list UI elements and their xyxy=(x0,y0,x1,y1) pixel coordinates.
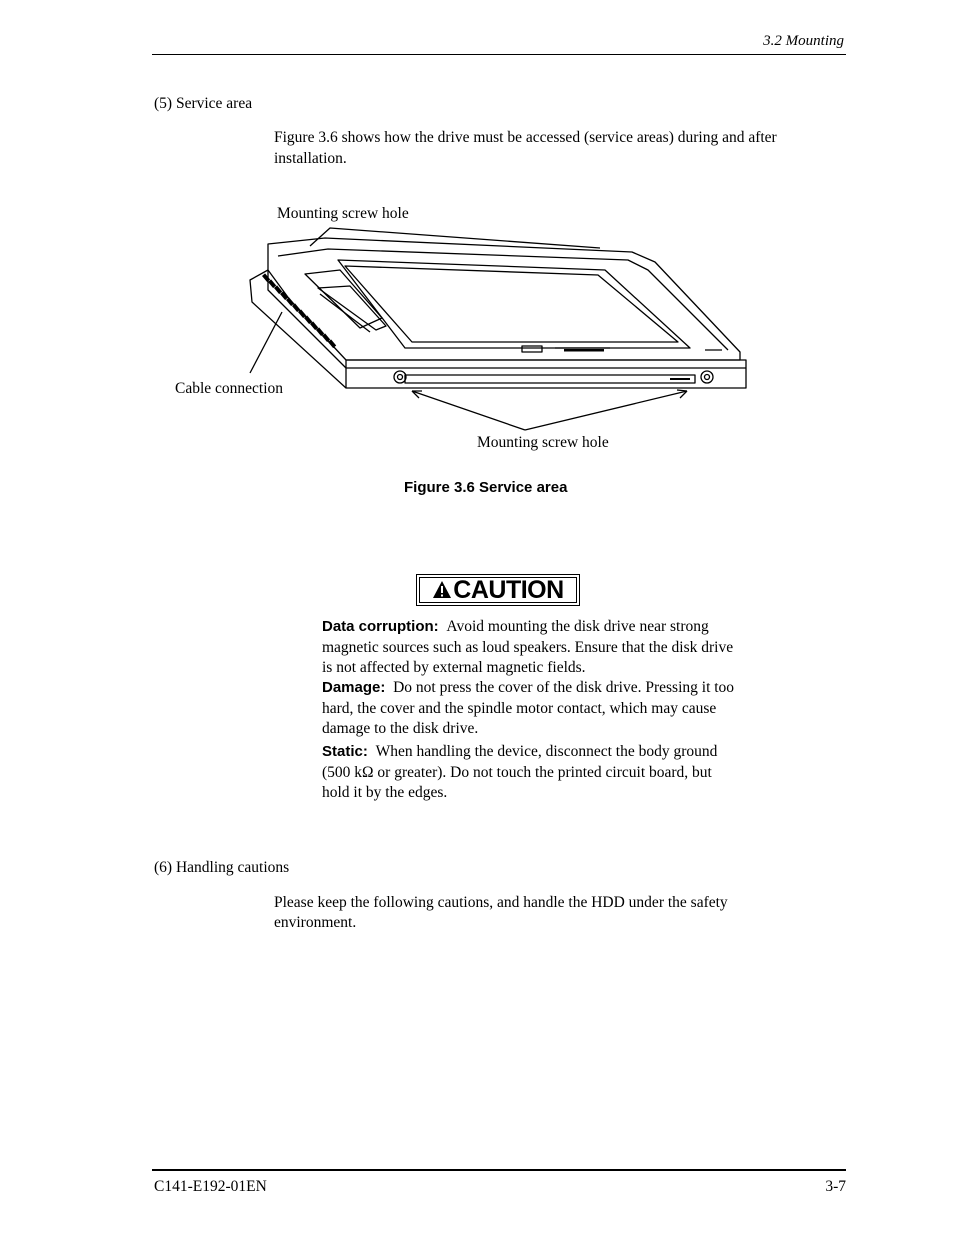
label-mounting-screw-hole-top: Mounting screw hole xyxy=(277,205,409,222)
caution-data-corruption xyxy=(322,617,802,679)
label-mounting-screw-hole-bottom: Mounting screw hole xyxy=(477,434,609,451)
data-corruption-line-1: Avoid mounting the disk drive near strong xyxy=(446,618,709,635)
damage-line-1: Do not press the cover of the disk drive. Pressing it too xyxy=(393,679,735,696)
running-header: 3.2 Mounting xyxy=(763,33,844,49)
static-label: Static: xyxy=(322,743,368,760)
leader-line-top xyxy=(310,228,600,248)
footer-rule xyxy=(152,1169,846,1171)
leader-line-bottom-right xyxy=(525,391,687,430)
data-corruption-line-3: is not affected by external magnetic fields. xyxy=(322,659,586,676)
screw-hole-left xyxy=(394,371,406,383)
caution-static xyxy=(322,742,802,804)
screw-hole-right xyxy=(701,371,713,383)
footer-page-number: 3-7 xyxy=(825,1178,846,1195)
section-5-body-line-2: installation. xyxy=(274,150,347,167)
section-6-body-line-1: Please keep the following cautions, and handle the HDD under the safety xyxy=(274,894,728,911)
footer-doc-id: C141-E192-01EN xyxy=(154,1178,267,1195)
section-5-heading: (5) Service area xyxy=(154,95,253,112)
damage-line-3: damage to the disk drive. xyxy=(322,720,479,737)
leader-line-bottom-left xyxy=(412,391,525,430)
drive-front-face xyxy=(346,360,746,388)
damage-line-2: hard, the cover and the spindle motor contact, which may cause xyxy=(322,699,717,717)
section-6-body-line-2: environment. xyxy=(274,914,357,931)
static-line-3: hold it by the edges. xyxy=(322,784,448,801)
figure-caption: Figure 3.6 Service area xyxy=(404,479,568,496)
header-rule xyxy=(152,54,846,55)
caution-word: CAUTION xyxy=(453,576,564,604)
damage-label: Damage: xyxy=(322,679,386,696)
static-line-2: (500 kΩ or greater). Do not touch the printed circuit board, but xyxy=(322,763,712,781)
leader-line-cable xyxy=(250,312,282,373)
section-6-heading: (6) Handling cautions xyxy=(154,859,290,876)
label-cable-connection: Cable connection xyxy=(175,380,284,397)
warning-triangle-icon xyxy=(432,580,452,600)
caution-damage xyxy=(322,678,802,740)
data-corruption-line-2: magnetic sources such as loud speakers. Ensure that the disk drive xyxy=(322,638,734,656)
hard-drive-illustration xyxy=(150,200,770,460)
section-5-body-line-1: Figure 3.6 shows how the drive must be accessed (service areas) during and after xyxy=(274,129,777,146)
static-line-1: When handling the device, disconnect the body ground xyxy=(375,743,718,760)
caution-banner xyxy=(416,574,580,606)
data-corruption-label: Data corruption: xyxy=(322,618,439,635)
